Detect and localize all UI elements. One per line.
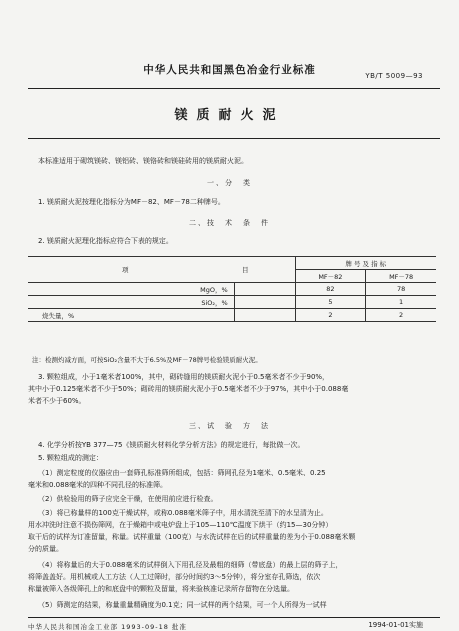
standard-category-title: 中华人民共和国黑色冶金行业标准	[143, 64, 316, 76]
implementation-date: 1994-01-01实施	[368, 621, 423, 629]
table-header-brand: MF－82	[295, 270, 366, 283]
standard-code: YB/T 5009—93	[365, 72, 423, 80]
paragraph-line: 分的质量。	[28, 545, 63, 553]
footer-rule	[28, 617, 440, 618]
table-row-qual	[234, 296, 295, 309]
document-title: 镁质耐火泥	[174, 108, 285, 123]
paragraph-line: 将筛盖盖好。用机械或人工方法（人工过筛时，部分时间约3～5分钟），将分室存孔筛选，依次	[28, 573, 321, 581]
table-note: 注：检测灼减方面，可按SiO₂含量不大于6.5%及MF－78牌号检验镁质耐火泥。	[32, 356, 262, 364]
table-cell: 2	[295, 309, 366, 322]
table-cell: 2	[366, 309, 436, 322]
table-row-qual	[234, 309, 295, 322]
item-2-text: 2. 镁质耐火泥理化指标应符合下表的规定。	[38, 237, 173, 245]
table-row	[28, 296, 436, 309]
specification-table	[28, 256, 436, 322]
paragraph-line: （4）将称量后的大于0.088毫米的试样倒入下用孔径及最粗的细筛（带底盘）的最上层的筛子上，	[38, 561, 343, 569]
title-rule	[28, 138, 440, 139]
paragraph-line: （3）将已称量样的100克干燥试样，或称0.088毫米筛子中，用水清洗至清下的水呈清为止。	[38, 509, 328, 517]
table-row-label: 烧失量，%	[28, 309, 234, 322]
table-cell: 78	[366, 283, 436, 296]
table-header-item: 项 目	[28, 257, 295, 283]
table-header-brand: MF－78	[366, 270, 436, 283]
table-cell: 5	[295, 296, 366, 309]
paragraph-line: （5）筛测定的结果，称量重量精确度为0.1克；同一试样的两个结果，可一个人所得为一试样	[38, 601, 327, 609]
table-row-label: SiO₂，%	[28, 296, 234, 309]
approval-line: 中华人民共和国冶金工业部 1993-09-18 批准	[28, 623, 187, 631]
section-heading-test-methods: 三、试 验 方 法	[189, 422, 270, 430]
table-cell: 82	[295, 283, 366, 296]
paragraph-line: 取干后的试样为订准留量，称量。试样重量（100克）与水洗试样在后的试样重量的差为小于0.088毫米颗	[28, 533, 356, 541]
table-row	[28, 309, 436, 322]
section-heading-technical: 二、技 术 条 件	[189, 219, 270, 227]
item-1-text: 1. 镁质耐火泥按理化指标分为MF－82、MF－78二种牌号。	[38, 198, 225, 206]
paragraph-line: 用水冲洗时注意不损伤筛网，在于燥箱中或电炉盘上于105—110℃温度下烘干（约15—30分钟）	[28, 521, 333, 529]
item-3-line: 米者不少于60%。	[28, 397, 86, 405]
item-4-text: 4. 化学分析按YB 377—75《镁质耐火材料化学分析方法》的规定进行，每批做一次。	[38, 441, 305, 449]
intro-paragraph: 本标准适用于砌筑镁砖、镁铝砖、镁铬砖和镁硅砖用的镁质耐火泥。	[38, 157, 248, 165]
paragraph-line: （2）供检验用的筛子应完全干燥，在使用前应进行检查。	[38, 495, 218, 503]
paragraph-line: （1）测定粒度的仪器应由一套筛孔标准筛所组成，包括：筛网孔径为1毫米、0.5毫米、0.25	[38, 469, 326, 477]
paragraph-line: 称量被筛入各级筛孔上的和底盘中的颗粒及留量，将来验核准记录所存留物在分选量。	[28, 585, 294, 593]
table-row	[28, 283, 436, 296]
item-3-line: 其中小于0.125毫米者不少于50%；砌砖用的镁质耐火泥小于0.5毫米者不少于97%，其中小于0.088毫	[28, 385, 349, 393]
header-rule	[28, 88, 440, 89]
table-cell: 1	[366, 296, 436, 309]
item-5-text: 5. 颗粒组成的测定：	[38, 454, 103, 462]
paragraph-line: 毫米和0.088毫米的四种不同孔径的标准筛。	[28, 481, 168, 489]
table-row-qual	[234, 283, 295, 296]
section-heading-classification: 一、分 类	[207, 179, 252, 187]
item-3-line: 3. 颗粒组成，小于1毫米者100%，其中，砌砖缝用的镁质耐火泥小于0.5毫米者不少于90%，	[38, 373, 330, 381]
table-row-label: MgO，%	[28, 283, 234, 296]
table-header-group: 牌 号 及 指 标	[295, 257, 436, 270]
